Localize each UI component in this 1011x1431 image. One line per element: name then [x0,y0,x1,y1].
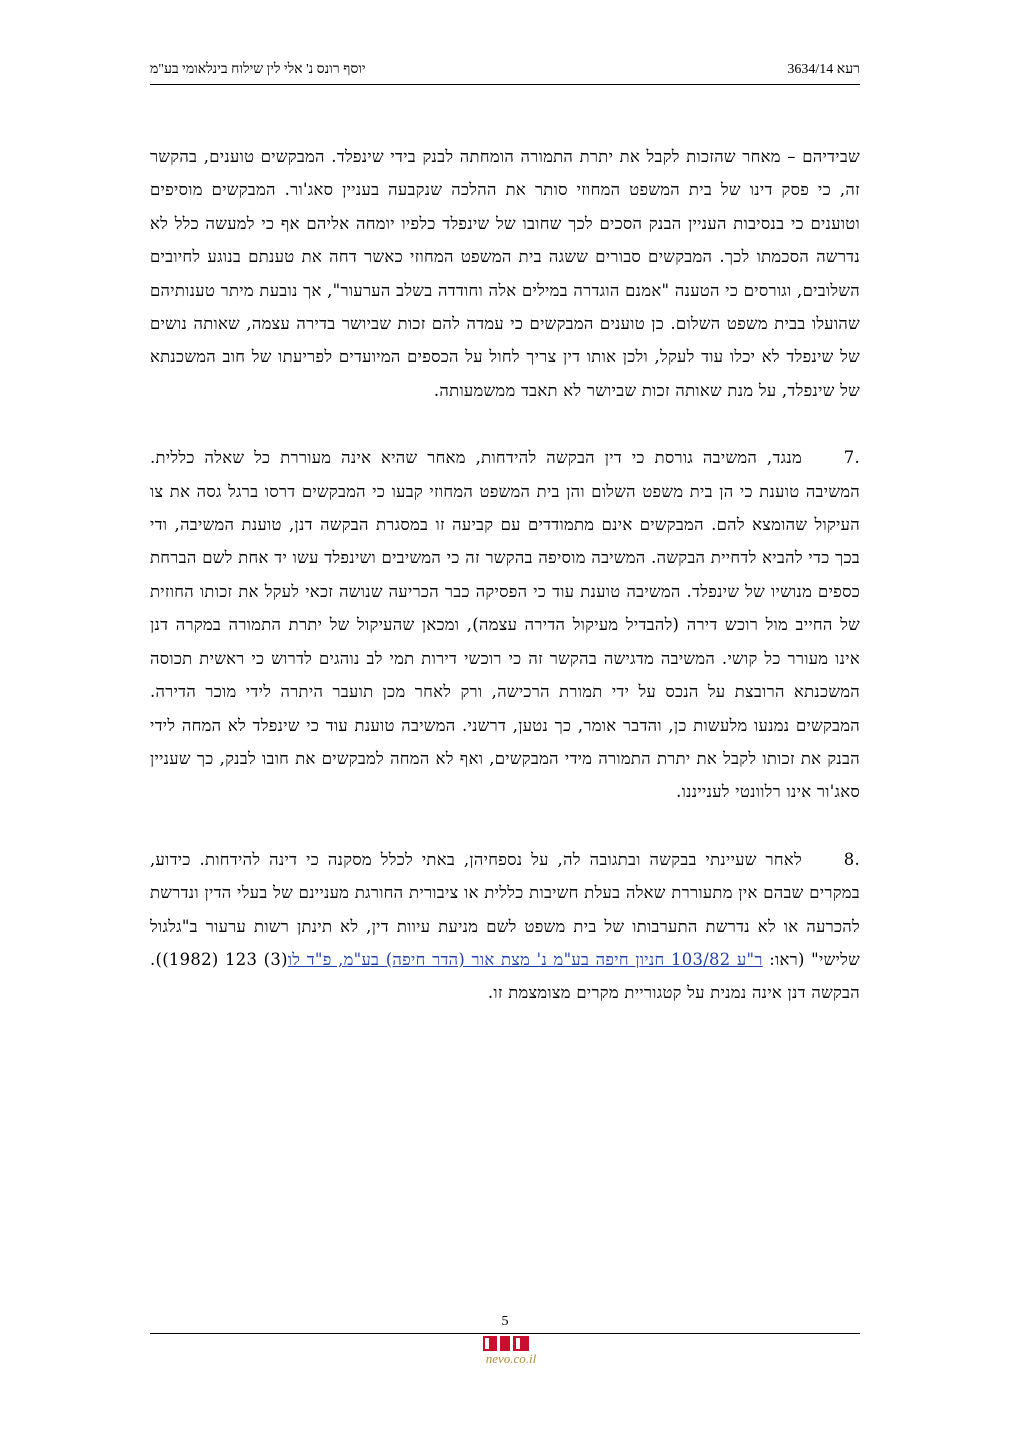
paragraph-8-number-label: 8. [843,849,860,869]
header-divider [150,84,860,85]
paragraph-8-text-before-link: לאחר שעיינתי בבקשה ובתגובה לה, על נספחיהן, באתי לכלל מסקנה כי דינה להידחות. כידוע, במקרים שבהם אין מתעוררת שאלה בעלת חשיבות כללית או ציבורית החורגת מעניינם של בעלי הדין ונדרשת להכרעה או לא נדרשת התערבותו של בית משפט לשם מניעת עיוות דין, לא תינתן רשות ערעור ב"גלגול שלישי" (ראו: [150,849,860,969]
paragraph-7-text: מנגד, המשיבה גורסת כי דין הבקשה להידחות, מאחר שהיא אינה מעוררת כל שאלה כללית. המשיבה טוענת כי הן בית משפט השלום והן בית המשפט המחוזי קבעו כי המבקשים דרסו ברגל גסה את צו העיקול שהומצא להם. המבקשים אינם מתמודדים עם קביעה זו במסגרת הבקשה דנן, טוענת המשיבה, ודי בכך כדי להביא לדחיית הבקשה. המשיבה מוסיפה בהקשר זה כי המשיבים ושינפלד עשו יד אחת לשם הברחת כספים מנושיו של שינפלד. המשיבה טוענת עוד כי הפסיקה כבר הכריעה שנושה זכאי לעקל את זכותו החוזית של החייב מול רוכש דירה (להבדיל מעיקול הדירה עצמה), ומכאן שהעיקול של יתרת התמורה במקרה דנן אינו מעורר כל קושי. המשיבה מדגישה בהקשר זה כי רוכשי דירות תמי לב נוהגים לדרוש כי ראשית תכוסה המשכנתא הרובצת על הנכס על ידי תמורת הרכישה, ורק לאחר מכן תועבר היתרה לידי מוכר הדירה. המבקשים נמנעו מלעשות כן, והדבר אומר, כך נטען, דרשני. המשיבה טוענת עוד כי שינפלד לא המחה לידי הבנק את זכותו לקבל את יתרת התמורה מידי המבקשים, ואף לא המחה למבקשים את חובו לבנק, כך שעניין סאג'ור אינו רלוונטי לענייננו. [150,448,860,802]
paragraph-8-text-after-link: (3) 123 (1982)). הבקשה דנן אינה נמנית על קטגוריית מקרים מצומצמת זו. [150,949,860,1003]
paragraph-7 [150,441,860,808]
running-header [150,58,860,82]
citation-link[interactable]: ר"ע 103/82 חניון חיפה בע"מ נ' מצת אור (הדר חיפה) בע"מ, פ"ד לו [287,949,763,969]
paragraph-7-number [802,441,860,474]
header-parties: יוסף רונס נ' אלי לין שילוח בינלאומי בע"מ [150,62,366,77]
paragraph-7-number-label: 7. [843,448,860,468]
nevo-logo-domain: nevo.co.il [485,1351,537,1366]
nevo-logo [463,1334,559,1368]
paragraph-8-number [802,843,860,876]
header-case-number: רעא 3634/14 [787,62,860,77]
paragraph-continued [150,140,860,407]
paragraph-spacer [150,407,860,441]
document-body [150,140,860,1010]
paragraph-8 [150,843,860,1010]
nevo-logo-mark [483,1336,529,1351]
paragraph-continued-text: שבידיהם – מאחר שהזכות לקבל את יתרת התמורה הומחתה לבנק בידי שינפלד. המבקשים טוענים, בהקשר זה, כי פסק דינו של בית המשפט המחוזי סותר את ההלכה שנקבעה בעניין סאג'ור. המבקשים מוסיפים וטוענים כי בנסיבות העניין הבנק הסכים לכך שחובו של שינפלד כלפיו יומחה אליהם אף כי למעשה כלל לא נדרשה הסכמתו לכך. המבקשים סבורים ששגה בית המשפט המחוזי כאשר דחה את טענתם בנוגע לחיובים השלובים, וגורסים כי הטענה "אמנם הוגדרה במילים אלה וחודדה בשלב הערעור", אך נובעת מיתר טענותיהם שהועלו בבית משפט השלום. כן טוענים המבקשים כי עמדה להם זכות שביושר בדירה עצמה, שאותה נושים של שינפלד לא יכלו עוד לעקל, ולכן אותו דין צריך לחול על הכספים המיועדים לפריעתו של חוב המשכנתא של שינפלד, על מנת שאותה זכות שביושר לא תאבד ממשמעותה. [150,147,860,400]
page-number: 5 [501,1314,509,1329]
paragraph-spacer [150,809,860,843]
